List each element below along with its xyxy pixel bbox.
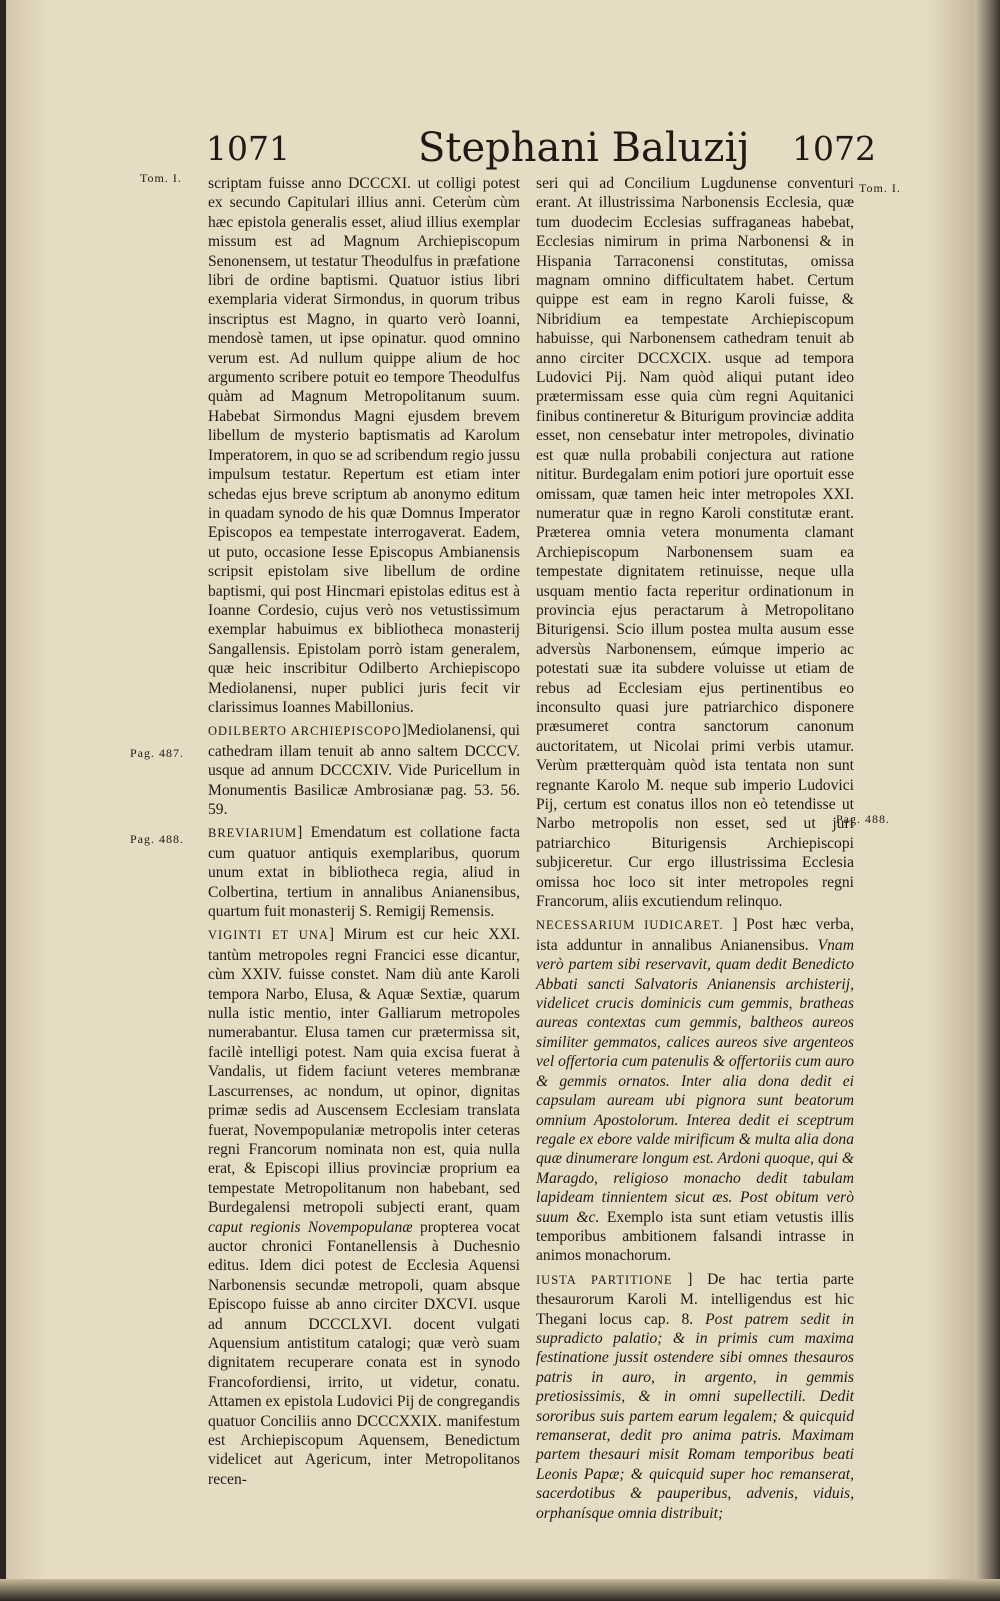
lemma: BREVIARIUM [208, 826, 298, 841]
paragraph-text: ]Mediolanensi, qui cathedram illam tenuit ab anno saltem DCCCV. usque ad annum DCCCXIV. Vide Puricellum in Monumentis Basilicæ Ambrosianæ pag. 53. 56. 59. [208, 722, 520, 818]
paragraph-text: ] Mirum est cur heic XXI. tantùm metropoles regni Francici esse dicantur, cùm XXIV. fuisse constet. Nam diù ante Karoli tempora Narbo, Elusa, & Aquæ Sextiæ, quarum nulla istic mentio, inter Galliarum metropoles numerabantur. Elusa tamen cur prætermissa sit, facilè intelligi potest. Nam quia excisa fuerat à Vandalis, ut fidem faciunt veteres membranæ Lascurrenses, ac nondum, ut opinor, dignitas primæ sedis ad Auscensem Ecclesiam translata fuerat, Novempopulaniæ metropolis inter ceteras regni Francorum nominata non est, quia nulla erat, & Episcopi illius provinciæ proprium ea tempestate Metropolitanum non habebant, sed Burdegalensi metropoli subjecti erant, quam [208, 926, 520, 1217]
paragraph-text: ] Emendatum est collatione facta cum quatuor antiquis exemplaribus, quorum unum extat in bibliotheca regia, aliud in Colbertina, tertium in annalibus Anianensibus, quartum fuit monasterij S. Remigij Remensis. [208, 824, 520, 921]
italic-quote: Vnam verò partem sibi reservavit, quam dedit Benedicto Abbati sancti Salvatoris Anianensis archisterij, videlicet crucis dominicis cum gemmis, bratheas aureas contextas cum gemmis, baltheos aureos similiter gemmatos, calices aureos sive argenteos vel offertoria cum patenulis & offertoriis cum auro & gemmis ornatos. Inter alia dona dedit ei capsulam auream ubi pignora sunt beatorum omnium Apostolorum. Interea dedit ei sceptrum regale ex ebore valde mirificum & multa alia dona quæ dinumerare longum est. Ardoni quoque, qui & Maragdo, religioso monacho dedit tabulam lapideam tinnientem sicut æs. Post obitum verò suum &c. [536, 936, 854, 1226]
paragraph-text: Exemplo ista sunt etiam vetustis illis temporibus ambitionem falsandi intrasse in animos monachorum. [536, 1208, 854, 1265]
italic-quote: caput regionis Novempopulanæ [208, 1218, 413, 1236]
running-title: Stephani Baluzij [418, 125, 750, 171]
page-edge-right [974, 0, 1000, 1601]
italic-quote: Post patrem sedit in supradicto palatio; & in primis cum maxima festinatione jussit ostendere sibi omnes thesauros patris in auro, in argento, in gemmis pretiosissimis, & in omni supellectili. Dedit sororibus suis partem earum legalem; & quicquid remanserat, dedit pro anima patris. Maximam partem thesauri misit Romam temporibus beati Leonis Papæ; & quicquid super hoc remanserat, sacerdotibus & pauperibus, advenis, viduis, orphanísque omnia distribuit; [536, 1310, 854, 1522]
lemma: NECESSARIUM IUDICARET. [536, 918, 724, 933]
paragraph: scriptam fuisse anno DCCCXI. ut colligi potest ex secundo Capitulari illius anni. Ceterùm cùm hæc epistola generalis esset, aliud illius exemplar missum est ad Magnum Archiepiscopum Senonensem, ut testatur Theodulfus in præfatione libri de ordine baptismi. Quatuor istius libri exemplaria viderat Sirmondus, in quorum tribus inscriptus est Magno, in quarto verò Ioanni, mendosè tamen, ut ipse opinatur. quod omnino verum est. Ad nullum quippe alium de hoc argumento scribere potuit eo tempore Theodulfus quàm ad Magnum Metropolitanum suum. Habebat Sirmondus Magni ejusdem brevem libellum de mysterio baptismatis ad Karolum Imperatorem, in quo se ad scribendum regio jussu impulsum testatur. Repertum est etiam inter schedas ejus breve scriptum ab anonymo editum in quadam synodo de his quæ Domnus Imperator Episcopos ea tempestate interrogaverat. Eadem, ut puto, occasione Iesse Episcopus Ambianensis scripsit epistolam sive libellum de ordine baptismi, qui post Hincmari epistolas editus est à Ioanne Cordesio, cujus verò nos vetustissimum exemplar habuimus ex bibliotheca monasterij Sangallensis. Epistolam porrò istam generalem, quæ heic inscribitur Odilberto Archiepiscopo Mediolanensi, nuper publici juris fecit vir clarissimus Ioannes Mabillonius. [208, 175, 520, 716]
book-page [6, 0, 974, 1601]
lemma: VIGINTI ET UNA [208, 928, 329, 943]
lemma: ODILBERTO ARCHIEPISCOPO [208, 724, 402, 739]
paragraph [536, 915, 854, 1265]
paragraph-text: propterea vocat auctor chronici Fontanellensis à Duchesnio editus. Idem dici potest de Ecclesia Aquensi Narbonensis secundæ metropoli, quam absque Episcopo fuisse ab anno circiter DXCVI. usque ad annum DCCCLXVI. docent vulgati Aquensium antistitum catalogi; quæ verò suam dignitatem recuperare conata est in synodo Francofordiensi, irrito, ut videtur, conatu. Attamen ex epistola Ludovici Pij de congregandis quatuor Conciliis anno DCCCXXIX. manifestum est Archiepiscopum Aquensem, Benedictum videlicet aut Agericum, inter Metropolitanos recen- [208, 1218, 520, 1488]
paragraph [208, 823, 520, 921]
paragraph [208, 721, 520, 819]
margin-note-pag-488-right: Pag. 488. [836, 812, 890, 826]
right-text-column [536, 174, 854, 1523]
running-header [6, 125, 974, 175]
right-page-number: 1072 [792, 129, 876, 168]
margin-note-pag-487: Pag. 487. [130, 746, 184, 760]
paragraph: seri qui ad Concilium Lugdunense conventuri erant. At illustrissima Narbonensis Ecclesia, quæ tum duodecim Ecclesias suffraganeas habebat, Ecclesias nimirum in prima Narbonensi & in Hispania Tarraconensi constitutas, omissa magnam omnino difficultatem habet. Certum quippe est eam in regno Karoli fuisse, & Nibridium ea tempestate Archiepiscopum habuisse, qui Narbonensem cathedram tenuit ab anno circiter DCCXCIX. usque ad tempora Ludovici Pij. Nam quòd aliqui putant ideo prætermissam esse quia cùm regni Aquitanici finibus contineretur & Biturigum provinciæ addita esset, non censebatur inter metropoles, divinatio est quæ nulla probabili conjectura aut ratione nititur. Burdegalam enim potiori jure oportuit esse omissam, quæ tamen heic inter metropoles XXI. numeratur quæ in regno Karoli constitutæ erant. Præterea omnia vetera monumenta clamant Archiepiscopum Narbonensem suam ea tempestate dignitatem retinuisse, neque ulla usquam mentio facta reperitur ordinationum in provincia ejus peractarum à Metropolitano Biturigensi. Scio illum postea multa ausum esse adversùs Narbonensem, eúmque imperio ac potestati suæ ita subdere voluisse ut etiam de rebus ad Ecclesiam ejus pertinentibus eo inconsulto quasi jure patriarchico disponere præsumeret contra sanctorum canonum auctoritatem, ut Nicolai primi verbis utamur. Verùm prætterquàm quòd ista tentata non sunt regnante Karolo M. neque sub imperio Ludovici Pij, certum est conatus illos non eò tetendisse ut Narbo metropolis non esset, sed ut juri patriarchico Biturigensis Archiepiscopi subjiceretur. Cur ergo illustrissima Ecclesia omissa hoc loco sit inter metropoles regni Francorum, aliis excutiendum relinquo. [536, 175, 854, 911]
lemma: IUSTA PARTITIONE [536, 1272, 673, 1287]
margin-note-pag-488-left: Pag. 488. [130, 832, 184, 846]
left-text-column [208, 174, 520, 1489]
paragraph [208, 925, 520, 1489]
left-page-number: 1071 [206, 129, 290, 168]
margin-note-tom-left: Tom. I. [140, 171, 182, 185]
paragraph [536, 1270, 854, 1523]
margin-note-tom-right: Tom. I. [859, 181, 901, 195]
page-edge-bottom [0, 1579, 1000, 1601]
paragraph-text: ] Post hæc verba, ista adduntur in annalibus Anianensibus. [536, 916, 854, 954]
paragraph-text: ] De hac tertia parte thesaurorum Karoli M. intelligendus est hic Thegani locus cap. 8. [536, 1270, 854, 1328]
